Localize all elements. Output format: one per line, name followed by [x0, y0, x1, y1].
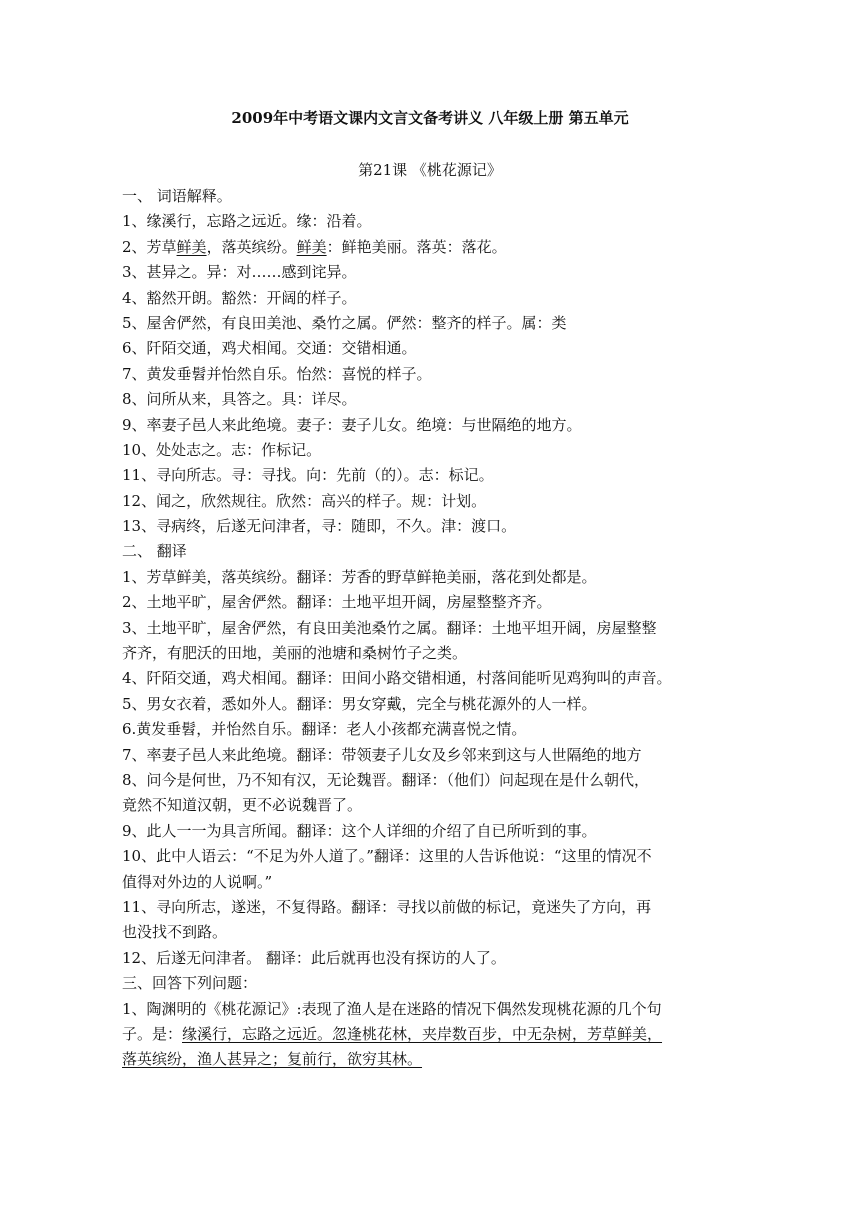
text-line — [122, 870, 742, 895]
text-line — [122, 260, 742, 285]
text-line — [122, 844, 742, 869]
text-segment: 竟然不知道汉朝，更不必说魏晋了。 — [122, 796, 363, 815]
text-line — [122, 616, 742, 641]
underlined-text: 缘溪行，忘路之远近。忽逢桃花林，夹岸数百步，中无杂树，芳草鲜美， — [182, 1024, 663, 1043]
text-segment: 子。是： — [122, 1024, 183, 1043]
text-segment: 5、男女衣着，悉如外人。翻译：男女穿戴，完全与桃花源外的人一样。 — [122, 694, 597, 713]
text-line — [122, 819, 742, 844]
text-line — [122, 209, 742, 234]
text-segment: 4、阡陌交通，鸡犬相闻。翻译：田间小路交错相通，村落间能听见鸡狗叫的声音。 — [122, 669, 672, 688]
text-segment: 1、缘溪行，忘路之远近。缘：沿着。 — [122, 212, 372, 231]
text-line — [122, 539, 742, 564]
text-line — [122, 286, 742, 311]
text-segment: 9、率妻子邑人来此绝境。妻子：妻子儿女。绝境：与世隔绝的地方。 — [122, 415, 582, 434]
text-line — [122, 717, 742, 742]
text-segment: 齐齐，有肥沃的田地，美丽的池塘和桑树竹子之类。 — [122, 644, 468, 663]
text-line — [122, 946, 742, 971]
underlined-text: 鲜美 — [176, 237, 207, 256]
text-line — [122, 235, 742, 260]
text-segment: 4、豁然开朗。豁然：开阔的样子。 — [122, 288, 357, 307]
text-segment: 1、芳草鲜美，落英缤纷。翻译：芳香的野草鲜艳美丽，落花到处都是。 — [122, 567, 597, 586]
text-segment: 7、率妻子邑人来此绝境。翻译：带领妻子儿女及乡邻来到这与人世隔绝的地方 — [122, 745, 642, 764]
underlined-text: 落英缤纷，渔人甚异之；复前行，欲穷其林。 — [122, 1050, 423, 1069]
text-segment: 也没找不到路。 — [122, 923, 228, 942]
text-segment: 7、黄发垂髫并怡然自乐。怡然：喜悦的样子。 — [122, 364, 432, 383]
text-segment: 3、土地平旷，屋舍俨然，有良田美池桑竹之属。翻译：土地平坦开阔，房屋整整 — [122, 618, 657, 637]
text-segment: 8、问今是何世，乃不知有汉，无论魏晋。翻译：（他们）问起现在是什么朝代， — [122, 770, 650, 789]
text-line — [122, 463, 742, 488]
text-line — [122, 692, 742, 717]
text-line — [122, 590, 742, 615]
text-line — [122, 413, 742, 438]
text-line — [122, 489, 742, 514]
underlined-text: 鲜美 — [296, 237, 327, 256]
text-line — [122, 514, 742, 539]
text-segment: 12、闻之，欣然规往。欣然：高兴的样子。规：计划。 — [122, 491, 487, 510]
text-segment: 11、寻向所志。寻：寻找。向：先前（的）。志：标记。 — [122, 466, 494, 485]
text-segment: 9、此人一一为具言所闻。翻译：这个人详细的介绍了自已所听到的事。 — [122, 821, 597, 840]
text-segment: 值得对外边的人说啊。” — [122, 872, 273, 891]
text-segment: 10、处处志之。志：作标记。 — [122, 440, 322, 459]
text-line — [122, 793, 742, 818]
text-line — [122, 387, 742, 412]
text-line — [122, 311, 742, 336]
text-line — [122, 743, 742, 768]
text-line — [122, 184, 742, 209]
text-segment: 6、阡陌交通，鸡犬相闻。交通：交错相通。 — [122, 339, 417, 358]
text-segment: 13、寻病终，后遂无问津者，寻：随即，不久。津：渡口。 — [122, 517, 517, 536]
text-segment: ，落英缤纷。 — [206, 237, 297, 256]
text-line — [122, 971, 742, 996]
text-segment: 10、此中人语云：“不足为外人道了。”翻译：这里的人告诉他说：“这里的情况不 — [122, 847, 652, 866]
text-segment: 一、 词语解释。 — [122, 187, 232, 205]
text-line — [122, 1022, 742, 1047]
text-segment: 3、甚异之。异：对……感到诧异。 — [122, 263, 357, 282]
text-line — [122, 997, 742, 1022]
text-segment: 6.黄发垂髫，并怡然自乐。翻译：老人小孩都充满喜悦之情。 — [122, 720, 527, 739]
text-segment: 11、寻向所志，遂迷，不复得路。翻译：寻找以前做的标记，竟迷失了方向，再 — [122, 897, 652, 916]
text-segment: 三、回答下列问题： — [122, 974, 258, 993]
document-body — [122, 184, 742, 1073]
text-line — [122, 1047, 742, 1072]
text-line — [122, 666, 742, 691]
text-segment: 2、芳草 — [122, 237, 177, 256]
text-line — [122, 565, 742, 590]
text-segment: 12、后遂无问津者。 翻译：此后就再也没有探访的人了。 — [122, 948, 506, 967]
text-segment: 8、问所从来，具答之。具：详尽。 — [122, 390, 357, 409]
text-line — [122, 362, 742, 387]
text-line — [122, 768, 742, 793]
document-title: 2009年中考语文课内文言文备考讲义 八年级上册 第五单元 — [231, 109, 629, 127]
text-line — [122, 438, 742, 463]
text-line — [122, 895, 742, 920]
text-line — [122, 920, 742, 945]
text-segment: 5、屋舍俨然，有良田美池、桑竹之属。俨然：整齐的样子。属：类 — [122, 313, 567, 332]
text-segment: ：鲜艳美丽。落英：落花。 — [326, 237, 507, 256]
text-segment: 2、土地平旷，屋舍俨然。翻译：土地平坦开阔，房屋整整齐齐。 — [122, 593, 552, 612]
lesson-title: 第21课 《桃花源记》 — [358, 161, 502, 179]
text-segment: 1、陶渊明的《桃花源记》:表现了渔人是在迷路的情况下偶然发现桃花源的几个句 — [122, 999, 662, 1018]
text-segment: 二、 翻译 — [122, 542, 187, 561]
text-line — [122, 641, 742, 666]
text-line — [122, 336, 742, 361]
